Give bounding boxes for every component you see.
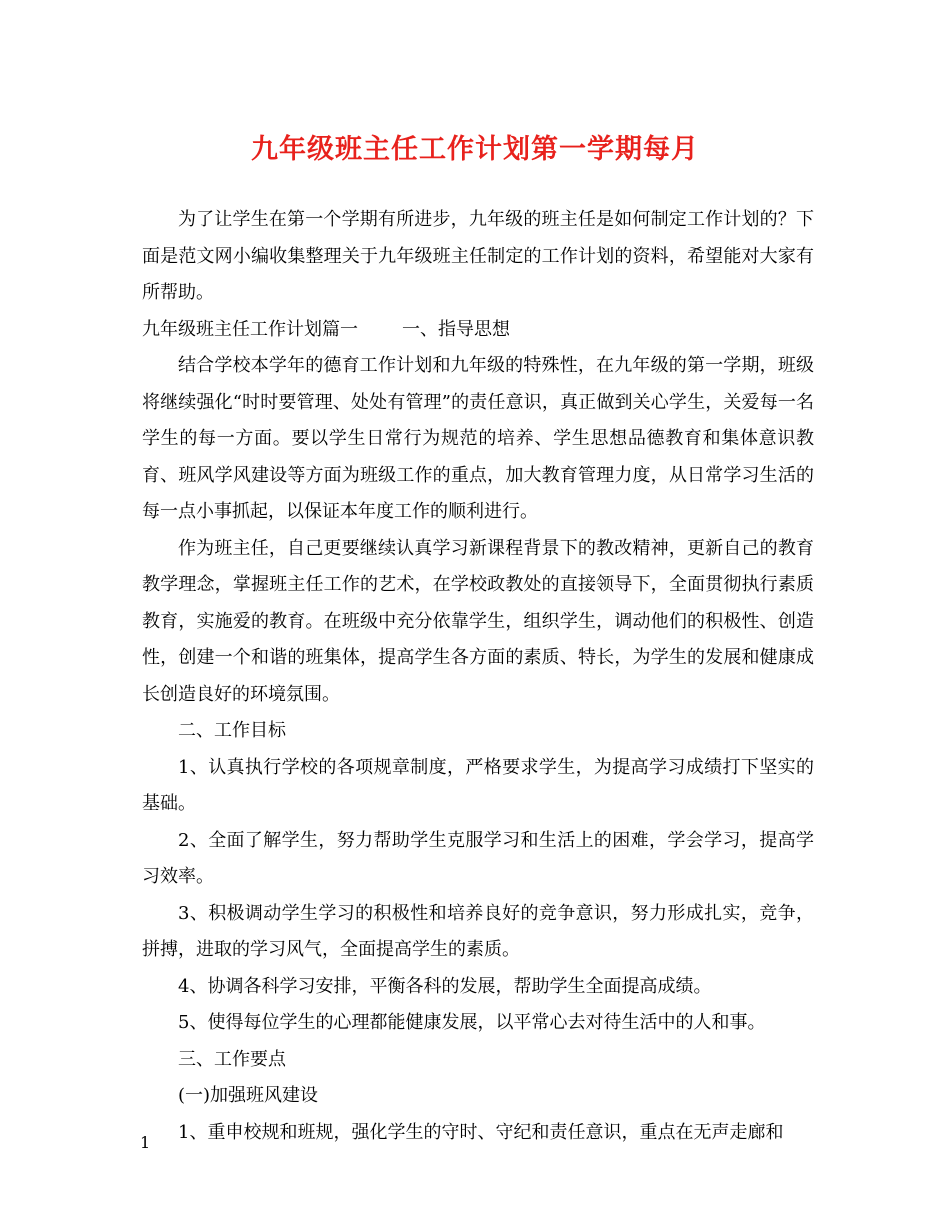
document-title: 九年级班主任工作计划第一学期每月 bbox=[251, 134, 699, 165]
body-paragraph-teacher-role: 作为班主任，自己更要继续认真学习新课程背景下的教改精神，更新自己的教育教学理念，掌握班主任工作的艺术，在学校政教处的直接领导下，全面贯彻执行素质教育，实施爱的教育。在班级中充分依靠学生，组织学生，调动他们的积极性、创造性，创建一个和谐的班集体，提高学生各方面的素质、特长，为学生的发展和健康成长创造良好的环境氛围。 bbox=[142, 537, 814, 705]
goal-item-1: 1、认真执行学校的各项规章制度，严格要求学生，为提高学习成绩打下坚实的基础。 bbox=[142, 756, 814, 814]
page-number: 1 bbox=[140, 1133, 151, 1152]
subheading-class-style: (一)加强班风建设 bbox=[178, 1085, 319, 1106]
heading-work-points: 三、工作要点 bbox=[178, 1048, 286, 1070]
goal-item-2: 2、全面了解学生，努力帮助学生克服学习和生活上的困难，学会学习，提高学习效率。 bbox=[142, 829, 814, 887]
section-heading bbox=[142, 312, 814, 349]
intro-paragraph: 为了让学生在第一个学期有所进步，九年级的班主任是如何制定工作计划的？下面是范文网小编收集整理关于九年级班主任制定的工作计划的资料，希望能对大家有所帮助。 bbox=[142, 209, 814, 303]
goal-item-5: 5、使得每位学生的心理都能健康发展，以平常心去对待生活中的人和事。 bbox=[178, 1012, 766, 1033]
point-item-1: 1、重申校规和班规，强化学生的守时、守纪和责任意识，重点在无声走廊和 bbox=[178, 1121, 784, 1143]
body-paragraph-guiding-thought: 结合学校本学年的德育工作计划和九年级的特殊性，在九年级的第一学期，班级将继续强化“时时要管理、处处有管理”的责任意识，真正做到关心学生，关爱每一名学生的每一方面。要以学生日常行为规范的培养、学生思想品德教育和集体意识教育、班风学风建设等方面为班级工作的重点，加大教育管理力度，从日常学习生活的每一点小事抓起，以保证本年度工作的顺利进行。 bbox=[142, 355, 814, 522]
section-heading-right: 一、指导思想 bbox=[402, 318, 510, 340]
heading-work-goals: 二、工作目标 bbox=[178, 720, 286, 741]
goal-item-4: 4、协调各科学习安排，平衡各科的发展，帮助学生全面提高成绩。 bbox=[178, 975, 712, 997]
document-body bbox=[142, 202, 814, 1151]
section-heading-left: 九年级班主任工作计划篇一 bbox=[142, 318, 358, 340]
goal-item-3: 3、积极调动学生学习的积极性和培养良好的竞争意识，努力形成扎实，竞争，拼搏，进取的学习风气，全面提高学生的素质。 bbox=[142, 902, 814, 960]
